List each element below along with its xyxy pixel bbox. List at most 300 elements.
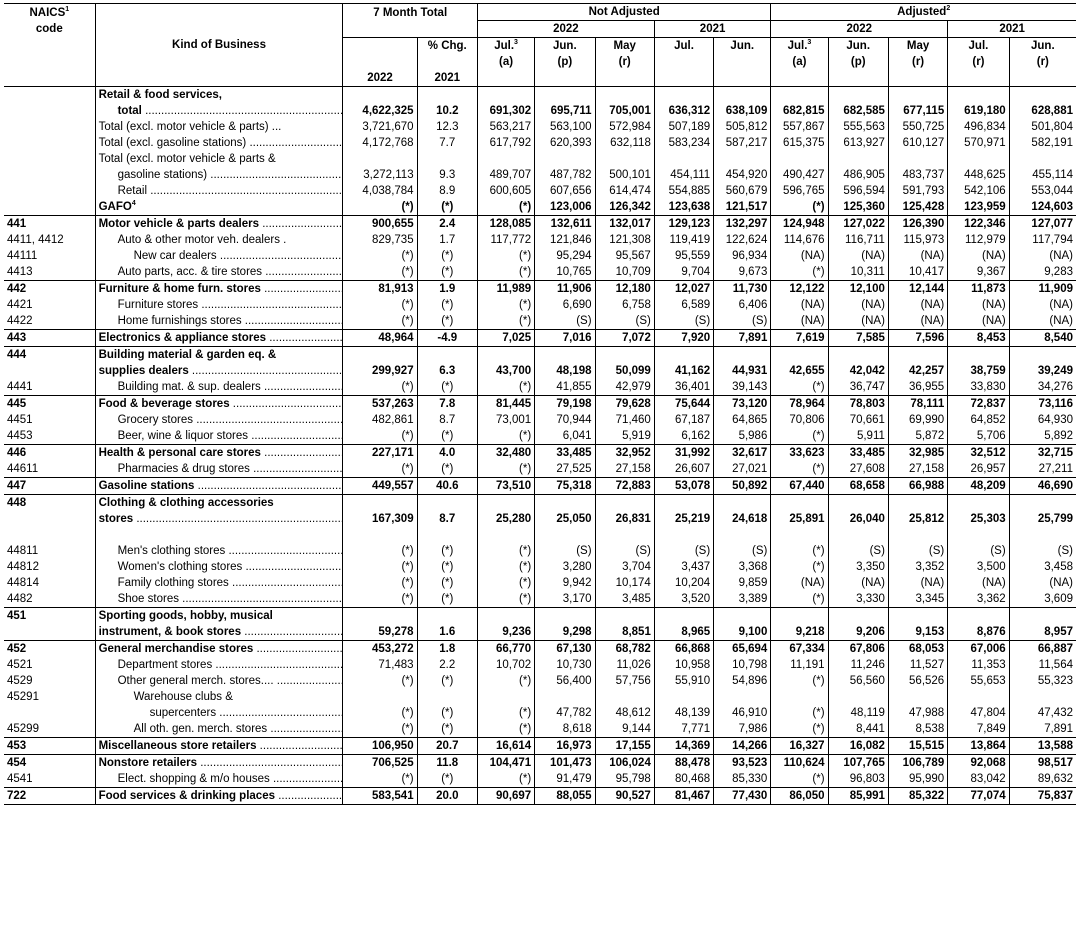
na-may-2022-cell	[595, 608, 654, 625]
adj-jun-2022-cell: 42,042	[828, 363, 888, 379]
na-may-2022-cell	[595, 527, 654, 543]
na-jun-2021-cell: 6,406	[714, 297, 771, 313]
business-label: Building material & garden eq. &	[98, 349, 277, 361]
na-jun-2022-cell: 67,130	[535, 641, 595, 658]
not-adjusted-header: Not Adjusted	[477, 4, 770, 21]
na-jun-2021-cell: 27,021	[714, 461, 771, 478]
adj-jul-2022-cell	[771, 689, 828, 705]
adj-jun-2022-cell	[828, 151, 888, 167]
kind-of-business-cell	[95, 363, 343, 379]
adj-jul-2022-cell: (NA)	[771, 575, 828, 591]
na-jul-2021-cell: 3,437	[654, 559, 713, 575]
adj-may-2022-cell	[888, 527, 947, 543]
adj-jul-2022-cell	[771, 527, 828, 543]
adj-2021-jun-status: (r)	[1036, 56, 1049, 68]
adj-jun-header	[828, 38, 888, 87]
pct-chg-cell: (*)	[417, 264, 477, 281]
adj-jul-2021-cell: 123,959	[948, 199, 1009, 216]
business-label: Warehouse clubs &	[133, 691, 233, 703]
adj-jul-2021-cell: 570,971	[948, 135, 1009, 151]
business-label: Electronics & appliance stores .....	[99, 332, 343, 344]
adj-jul-2022-cell: (*)	[771, 591, 828, 608]
adj-jul-2021-cell: 7,849	[948, 721, 1009, 738]
adj-jun-2021-cell: 32,715	[1009, 445, 1076, 462]
naics-code-cell: 442	[4, 281, 95, 298]
adj-jul-2022-cell: (*)	[771, 721, 828, 738]
na-jul-2022-cell	[477, 527, 534, 543]
adj-jul-2022-cell: (*)	[771, 199, 828, 216]
adj-jun-2022-cell: 96,803	[828, 771, 888, 788]
adj-jun-2021-cell: 553,044	[1009, 183, 1076, 199]
na-jul-2021-cell: 454,111	[654, 167, 713, 183]
na-jul-footnote: 3	[514, 39, 518, 47]
adj-jul-2022-cell: 110,624	[771, 755, 828, 772]
kind-of-business-cell	[95, 705, 343, 721]
table-row	[4, 755, 1076, 772]
na-jul-2021-cell: 36,401	[654, 379, 713, 396]
adj-jul-2022-cell: (*)	[771, 673, 828, 689]
adjusted-2022-header: 2022	[771, 21, 948, 38]
total-2022-cell: (*)	[343, 461, 417, 478]
adj-jun-2022-cell: 36,747	[828, 379, 888, 396]
business-label: Family clothing stores .....	[118, 577, 343, 589]
col-2022-label: 2022	[367, 72, 393, 84]
table-row	[4, 363, 1076, 379]
kind-of-business-cell	[95, 608, 343, 625]
na-jul-2021-cell	[654, 689, 713, 705]
na-jun-2022-cell: 7,016	[535, 330, 595, 347]
kind-of-business-cell	[95, 788, 343, 805]
adj-jun-2022-cell: 107,765	[828, 755, 888, 772]
adj-may-2022-cell: 15,515	[888, 738, 947, 755]
adj-may-2022-cell: 27,158	[888, 461, 947, 478]
adj-may-2022-cell: 36,955	[888, 379, 947, 396]
adj-jul-2022-cell: 86,050	[771, 788, 828, 805]
adj-jun-2022-cell: (S)	[828, 543, 888, 559]
pct-chg-cell: 11.8	[417, 755, 477, 772]
table-row	[4, 428, 1076, 445]
adj-jul-2022-cell: (*)	[771, 771, 828, 788]
adj-jun-2021-cell: 25,799	[1009, 511, 1076, 527]
na-may-2022-cell: (S)	[595, 313, 654, 330]
na-jun-2021-cell: 10,798	[714, 657, 771, 673]
table-row	[4, 347, 1076, 364]
na-jun-2021-cell: 39,143	[714, 379, 771, 396]
pct-chg-cell: 1.9	[417, 281, 477, 298]
adj-jul-2022-cell: 16,327	[771, 738, 828, 755]
na-may-2022-cell: 121,308	[595, 232, 654, 248]
adj-jun-2021-cell: 127,077	[1009, 216, 1076, 233]
adj-jul-2021-cell	[948, 689, 1009, 705]
pct-chg-cell: 1.6	[417, 624, 477, 641]
adj-jun-2022-cell: 682,585	[828, 103, 888, 119]
na-jun-2022-cell: 27,525	[535, 461, 595, 478]
adj-jun-2021-cell: 117,794	[1009, 232, 1076, 248]
na-jun-2021-cell	[714, 151, 771, 167]
adj-may-2022-cell: 32,985	[888, 445, 947, 462]
na-may-2022-cell: 126,342	[595, 199, 654, 216]
adj-may-2022-cell: 56,526	[888, 673, 947, 689]
kind-of-business-cell	[95, 461, 343, 478]
naics-code-cell: 441	[4, 216, 95, 233]
table-row	[4, 396, 1076, 413]
na-jul-2021-cell: 41,162	[654, 363, 713, 379]
adj-may-2022-cell	[888, 347, 947, 364]
adj-jun-2022-cell: 3,350	[828, 559, 888, 575]
naics-code-cell	[4, 119, 95, 135]
na-jun-2022-cell	[535, 87, 595, 104]
na-may-header	[595, 38, 654, 87]
na-jul-2022-cell: (*)	[477, 248, 534, 264]
na-jun-2021-cell: 65,694	[714, 641, 771, 658]
na-jul-2021-cell: 67,187	[654, 412, 713, 428]
adj-jul-2022-cell	[771, 495, 828, 512]
total-2022-cell	[343, 347, 417, 364]
adj-jun-2022-cell: 11,246	[828, 657, 888, 673]
na-may-2022-cell	[595, 689, 654, 705]
pct-chg-cell: -4.9	[417, 330, 477, 347]
adj-jun-2022-cell: 67,806	[828, 641, 888, 658]
adj-may-2022-cell: (NA)	[888, 313, 947, 330]
adj-jul-2021-cell: 3,362	[948, 591, 1009, 608]
business-label: GAFO	[98, 201, 132, 213]
table-row	[4, 591, 1076, 608]
pct-chg-cell	[417, 495, 477, 512]
total-2022-cell: (*)	[343, 543, 417, 559]
adj-jul-2022-cell	[771, 608, 828, 625]
na-jun-header	[535, 38, 595, 87]
adj-may-2022-cell: 66,988	[888, 478, 947, 495]
na-jul-2022-cell: (*)	[477, 721, 534, 738]
business-label: Men's clothing stores .....	[118, 545, 343, 557]
adj-jun-2021-cell: 11,564	[1009, 657, 1076, 673]
na-jul-2022-cell: 489,707	[477, 167, 534, 183]
adj-jul-2021-cell: 33,830	[948, 379, 1009, 396]
adj-jul-2021-cell: 26,957	[948, 461, 1009, 478]
total-2022-cell: 3,272,113	[343, 167, 417, 183]
adj-may-2022-cell: 3,345	[888, 591, 947, 608]
naics-code-cell: 452	[4, 641, 95, 658]
adj-jul-2022-cell: 33,623	[771, 445, 828, 462]
adj-jun-2021-cell: 124,603	[1009, 199, 1076, 216]
total-2022-cell	[343, 87, 417, 104]
kind-of-business-cell	[95, 428, 343, 445]
business-label: Motor vehicle & parts dealers .....	[99, 218, 343, 230]
business-label: Pharmacies & drug stores .....	[118, 463, 343, 475]
naics-code-cell: 4453	[7, 430, 33, 442]
pct-chg-2021-label: 2021	[434, 72, 461, 84]
pct-chg-label: % Chg.	[427, 40, 467, 52]
adj-may-2022-cell: 25,812	[888, 511, 947, 527]
seven-month-total-header: 7 Month Total	[343, 5, 478, 22]
table-row	[4, 689, 1076, 705]
na-jun-2021-cell: 73,120	[714, 396, 771, 413]
na-may-2022-cell: 17,155	[595, 738, 654, 755]
adj-jul-2022-cell: (*)	[771, 461, 828, 478]
na-may-2022-cell: 572,984	[595, 119, 654, 135]
adj-jul-label: Jul.	[787, 40, 808, 52]
pct-chg-cell: (*)	[417, 705, 477, 721]
na-may-2022-cell: 71,460	[595, 412, 654, 428]
adj-jul-2021-cell: 47,804	[948, 705, 1009, 721]
kind-of-business-cell	[95, 673, 343, 689]
adj-jun-2021-cell	[1009, 495, 1076, 512]
total-2022-cell: 4,172,768	[343, 135, 417, 151]
na-jul-2022-cell: (*)	[477, 264, 534, 281]
na-jul-2022-cell: (*)	[477, 313, 534, 330]
na-may-2022-cell: 42,979	[595, 379, 654, 396]
kind-of-business-cell	[95, 248, 343, 264]
total-2022-cell: 71,483	[343, 657, 417, 673]
adj-jul-header	[771, 38, 828, 87]
business-label: Other general merch. stores.... .....	[118, 675, 343, 687]
na-jun-2021-cell: 454,920	[714, 167, 771, 183]
adj-jun-2022-cell: 70,661	[828, 412, 888, 428]
total-2022-cell: 3,721,670	[343, 119, 417, 135]
table-row	[4, 199, 1076, 216]
adj-jul-2021-cell: 48,209	[948, 478, 1009, 495]
business-label: Retail & food services,	[98, 89, 222, 101]
kind-of-business-cell	[95, 313, 343, 330]
na-jun-2021-cell: 11,730	[714, 281, 771, 298]
table-row	[4, 461, 1076, 478]
adj-jun-2021-cell: 98,517	[1009, 755, 1076, 772]
adj-jun-2022-cell	[828, 87, 888, 104]
business-label: Total (excl. gasoline stations) .....	[99, 137, 343, 149]
adj-jul-2022-cell: 114,676	[771, 232, 828, 248]
naics-code-cell: 44611	[7, 463, 39, 475]
business-label: Auto parts, acc. & tire stores .....	[118, 266, 343, 278]
pct-chg-cell: (*)	[417, 297, 477, 313]
na-jun-2022-cell	[535, 151, 595, 167]
na-may-2022-cell: 32,952	[595, 445, 654, 462]
adj-jun-2021-cell: 628,881	[1009, 103, 1076, 119]
naics-code-cell: 45299	[7, 723, 39, 735]
adj-may-2022-cell	[888, 87, 947, 104]
adj-may-2022-cell: 125,428	[888, 199, 947, 216]
na-jul-2021-cell: 26,607	[654, 461, 713, 478]
pct-chg-cell: (*)	[417, 591, 477, 608]
na-jun-2021-cell: 7,986	[714, 721, 771, 738]
adj-jun-2022-cell: 78,803	[828, 396, 888, 413]
pct-chg-cell: 7.7	[417, 135, 477, 151]
business-label: Furniture & home furn. stores .....	[99, 283, 343, 295]
adj-jul-2022-cell: (*)	[771, 264, 828, 281]
na-jul-2022-cell: (*)	[477, 379, 534, 396]
na-jun-2021-cell: 3,389	[714, 591, 771, 608]
total-2022-cell	[343, 495, 417, 512]
adj-2021-jul-label: Jul.	[968, 40, 989, 52]
adj-jul-2022-cell: 596,765	[771, 183, 828, 199]
adj-jul-2021-cell: 67,006	[948, 641, 1009, 658]
adj-jul-2021-cell: 83,042	[948, 771, 1009, 788]
adj-jun-2021-cell: 9,283	[1009, 264, 1076, 281]
na-may-2022-cell: 10,174	[595, 575, 654, 591]
adj-jun-2022-cell: 85,991	[828, 788, 888, 805]
na-jul-2021-cell: 66,868	[654, 641, 713, 658]
table-row	[4, 264, 1076, 281]
na-jul-2022-cell	[477, 347, 534, 364]
na-jun-2022-cell: 487,782	[535, 167, 595, 183]
na-may-label: May	[613, 40, 636, 52]
na-may-2022-cell: 8,851	[595, 624, 654, 641]
pct-chg-cell: (*)	[417, 543, 477, 559]
na-jul-2022-cell: (*)	[477, 591, 534, 608]
na-jul-2021-cell: 31,992	[654, 445, 713, 462]
naics-code-cell	[4, 135, 95, 151]
na-jul-2022-cell: (*)	[477, 575, 534, 591]
adj-jun-2022-cell: 596,594	[828, 183, 888, 199]
adj-may-2022-cell: 483,737	[888, 167, 947, 183]
na-jun-2022-cell	[535, 495, 595, 512]
adj-jun-2021-cell: 3,458	[1009, 559, 1076, 575]
naics-code-cell: 444	[4, 347, 95, 364]
total-2022-cell: 4,038,784	[343, 183, 417, 199]
na-jul-2022-cell: 66,770	[477, 641, 534, 658]
kind-of-business-cell	[95, 183, 343, 199]
business-label: Clothing & clothing accessories	[98, 497, 274, 509]
na-jul-2021-cell: 88,478	[654, 755, 713, 772]
pct-chg-cell: 8.7	[417, 412, 477, 428]
na-jun-2021-cell: (S)	[714, 313, 771, 330]
kind-of-business-cell	[95, 281, 343, 298]
total-2022-cell: (*)	[343, 575, 417, 591]
na-jun-2022-cell: 132,611	[535, 216, 595, 233]
business-label: Shoe stores .....	[118, 593, 343, 605]
na-jul-2022-cell: 10,702	[477, 657, 534, 673]
na-jul-2021-cell: 7,771	[654, 721, 713, 738]
na-jul-2021-cell: 119,419	[654, 232, 713, 248]
code-label: code	[35, 23, 63, 35]
not-adjusted-2022-header: 2022	[477, 21, 654, 38]
na-jul-2021-cell: 129,123	[654, 216, 713, 233]
adj-jun-2021-cell: 47,432	[1009, 705, 1076, 721]
pct-chg-cell: 2.2	[417, 657, 477, 673]
adjusted-label: Adjusted	[897, 6, 947, 18]
total-2022-cell	[343, 527, 417, 543]
naics-code-cell: 446	[4, 445, 95, 462]
na-jun-2022-cell: 6,690	[535, 297, 595, 313]
business-label: Gasoline stations .....	[99, 480, 343, 492]
business-label: Beer, wine & liquor stores .....	[118, 430, 343, 442]
na-may-2022-cell: 10,709	[595, 264, 654, 281]
adj-jun-2021-cell: 64,930	[1009, 412, 1076, 428]
naics-code-cell	[4, 151, 95, 167]
na-jul-2022-cell: (*)	[477, 297, 534, 313]
naics-code-cell: 44814	[7, 577, 39, 589]
na-jun-2022-cell: 70,944	[535, 412, 595, 428]
naics-code-cell	[4, 527, 95, 543]
naics-code-cell: 4422	[7, 315, 33, 327]
na-jun-2022-cell: 9,942	[535, 575, 595, 591]
na-may-2022-cell: 705,001	[595, 103, 654, 119]
adj-may-2022-cell: (NA)	[888, 575, 947, 591]
na-jul-2022-cell: 128,085	[477, 216, 534, 233]
na-may-2022-cell: 500,101	[595, 167, 654, 183]
table-row	[4, 248, 1076, 264]
na-jun-2021-cell: 93,523	[714, 755, 771, 772]
adj-jun-2022-cell: (NA)	[828, 575, 888, 591]
total-2022-cell: 706,525	[343, 755, 417, 772]
adj-jul-2021-cell	[948, 151, 1009, 167]
retail-sales-table-container	[4, 3, 1076, 805]
table-header	[4, 4, 1076, 87]
na-may-2022-cell	[595, 87, 654, 104]
adj-jun-2021-cell: 7,891	[1009, 721, 1076, 738]
na-jul-2022-cell: (*)	[477, 705, 534, 721]
total-2022-cell: (*)	[343, 673, 417, 689]
na-jul-2022-cell: (*)	[477, 559, 534, 575]
adj-may-2022-cell: 78,111	[888, 396, 947, 413]
business-label: Total (excl. motor vehicle & parts &	[98, 153, 276, 165]
naics-code-cell: 4451	[7, 414, 33, 426]
business-footnote: 4	[131, 200, 136, 208]
adj-jul-2022-cell: (NA)	[771, 297, 828, 313]
total-2022-cell: (*)	[343, 379, 417, 396]
na-jun-2021-cell: 9,859	[714, 575, 771, 591]
na-jul-2022-cell	[477, 608, 534, 625]
na-may-2022-cell: 50,099	[595, 363, 654, 379]
naics-code-cell: 44111	[7, 250, 38, 262]
business-label: Nonstore retailers .....	[99, 757, 343, 769]
adj-jun-2021-cell: 501,804	[1009, 119, 1076, 135]
adj-may-2022-cell: 12,144	[888, 281, 947, 298]
adj-jul-2022-cell: (*)	[771, 543, 828, 559]
na-jun-2022-cell: 3,280	[535, 559, 595, 575]
na-jul-2021-cell: 25,219	[654, 511, 713, 527]
table-row	[4, 281, 1076, 298]
adj-jun-2021-cell	[1009, 87, 1076, 104]
kind-of-business-cell	[95, 135, 343, 151]
adj-jul-2022-cell: 682,815	[771, 103, 828, 119]
pct-chg-cell: (*)	[417, 248, 477, 264]
pct-chg-cell: 20.7	[417, 738, 477, 755]
table-row	[4, 575, 1076, 591]
adj-jun-2022-cell: 613,927	[828, 135, 888, 151]
na-jul-2022-cell: 691,302	[477, 103, 534, 119]
adj-jul-2022-cell: (NA)	[771, 248, 828, 264]
total-2022-cell: 537,263	[343, 396, 417, 413]
table-body	[4, 87, 1076, 805]
adj-jun-2021-cell: 34,276	[1009, 379, 1076, 396]
total-2022-cell: 48,964	[343, 330, 417, 347]
table-row	[4, 445, 1076, 462]
na-jun-2022-cell: 79,198	[535, 396, 595, 413]
business-label: Total (excl. motor vehicle & parts) ...	[98, 121, 282, 133]
adj-jul-2022-cell: 25,891	[771, 511, 828, 527]
na-jul-2022-cell: (*)	[477, 543, 534, 559]
na-jun-2021-cell: 505,812	[714, 119, 771, 135]
adj-jun-2021-cell	[1009, 151, 1076, 167]
na-jul-2022-cell: 16,614	[477, 738, 534, 755]
total-2022-cell: (*)	[343, 591, 417, 608]
na-2021-jul-label: Jul.	[674, 40, 694, 52]
adj-jun-status: (p)	[850, 56, 866, 68]
na-may-2022-cell: 11,026	[595, 657, 654, 673]
na-jul-2021-cell: 6,162	[654, 428, 713, 445]
kind-of-business-cell	[95, 511, 343, 527]
adj-may-label: May	[906, 40, 930, 52]
na-jun-2021-cell: 9,673	[714, 264, 771, 281]
adj-jun-2022-cell: 68,658	[828, 478, 888, 495]
na-jun-2021-cell: 14,266	[714, 738, 771, 755]
adj-jul-2022-cell: 9,218	[771, 624, 828, 641]
business-label: Retail .....	[118, 185, 343, 197]
kind-of-business-cell	[95, 396, 343, 413]
na-2021-jun-header	[714, 38, 771, 87]
adj-jun-2021-cell: 46,690	[1009, 478, 1076, 495]
adj-jun-2021-cell: 5,892	[1009, 428, 1076, 445]
